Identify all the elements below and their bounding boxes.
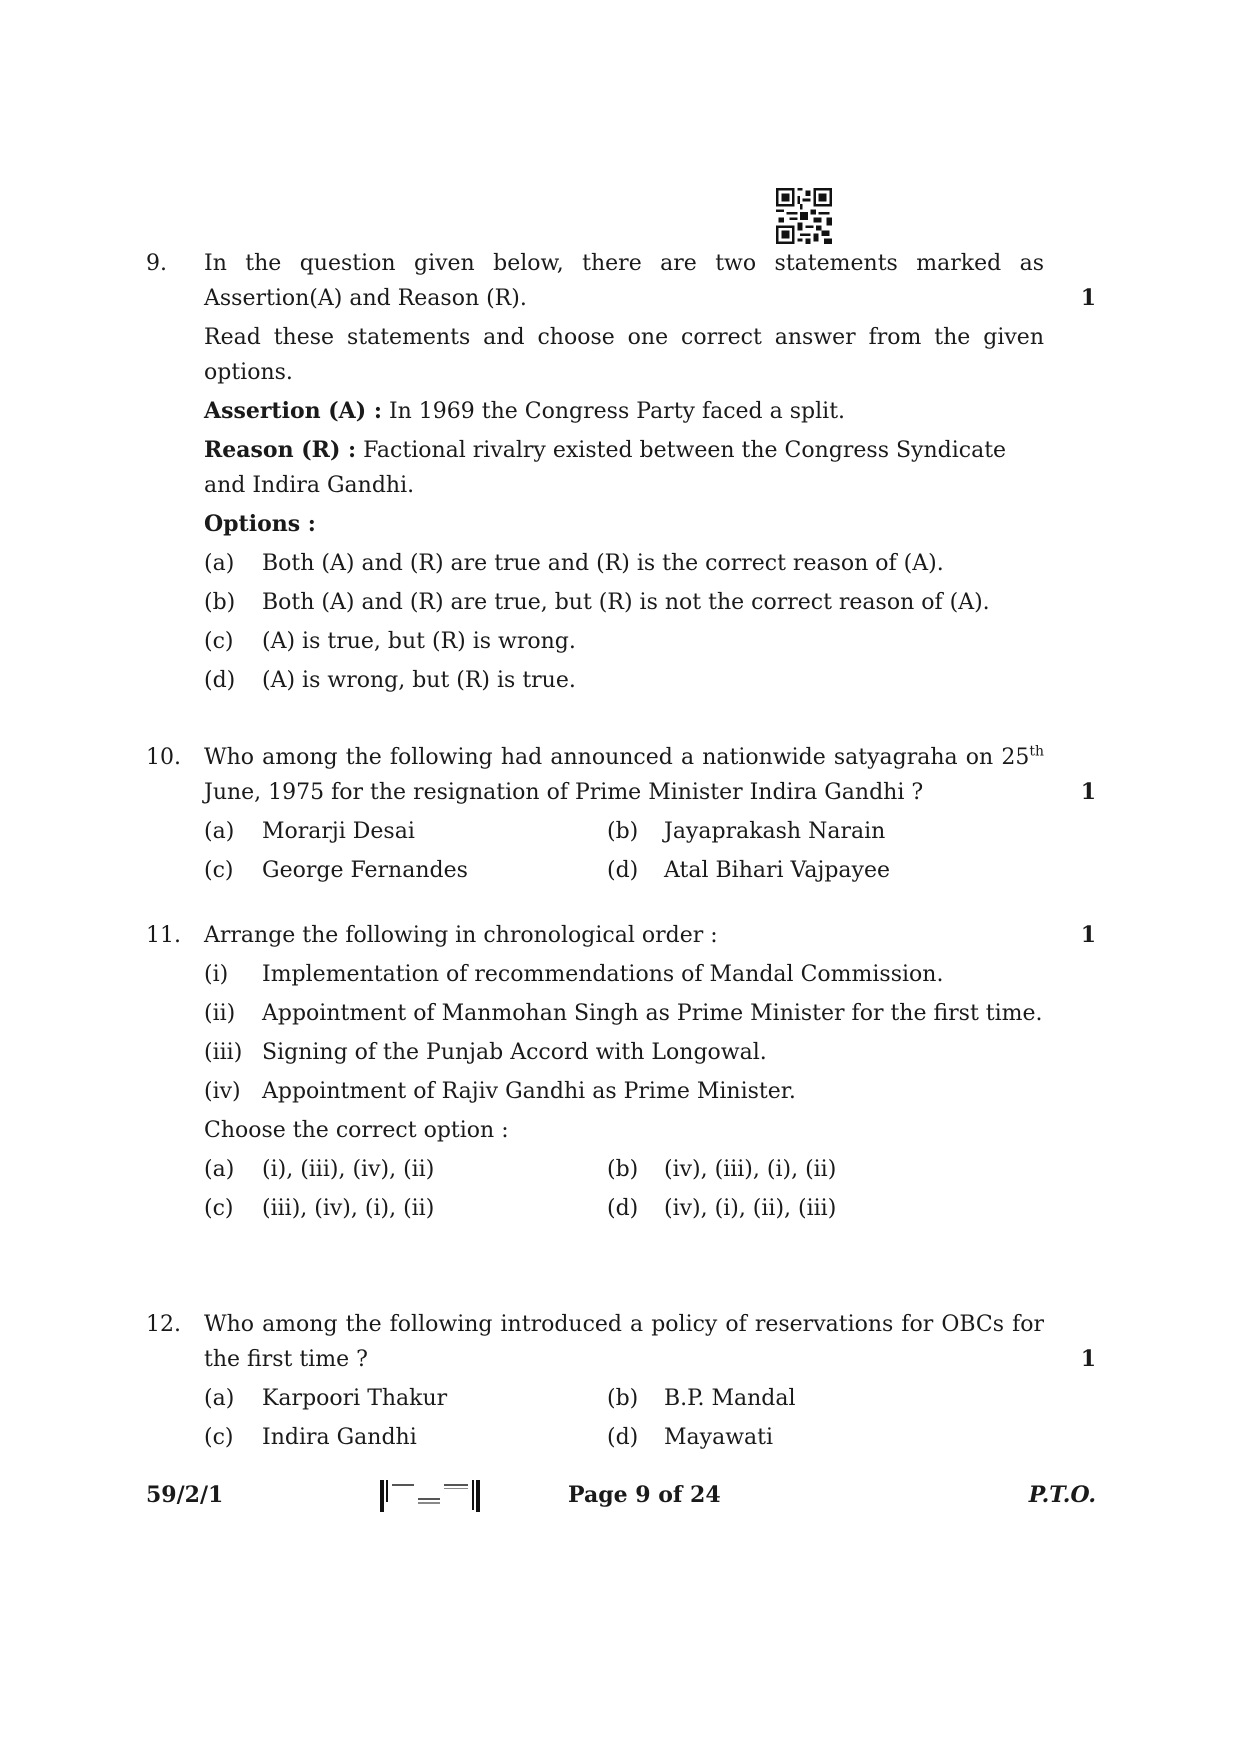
option-text: (i), (iii), (iv), (ii) bbox=[262, 1157, 435, 1182]
question-instruction: Read these statements and choose one correct answer from the given options. bbox=[204, 325, 1044, 385]
option-label: (d) bbox=[607, 1425, 639, 1450]
option-label: (a) bbox=[204, 551, 235, 576]
question-11 bbox=[146, 918, 1096, 1226]
question-text: Who among the following had announced a nationwide satyagraha on 25th June, 1975 for the resignation of Prime Minister Indira Gandhi ? bbox=[204, 743, 1044, 805]
options-heading: Options : bbox=[204, 511, 316, 537]
option-b bbox=[204, 585, 1044, 620]
option-d bbox=[204, 663, 1044, 698]
option-a bbox=[204, 546, 1044, 581]
question-text: In the question given below, there are two statements marked as Assertion(A) and Reason (R). bbox=[204, 251, 1044, 311]
options-row-2 bbox=[204, 1420, 1044, 1455]
option-label: (c) bbox=[204, 1196, 234, 1221]
item-text: Implementation of recommendations of Mandal Commission. bbox=[262, 962, 944, 987]
question-12 bbox=[146, 1307, 1096, 1455]
item-label: (iv) bbox=[204, 1079, 241, 1104]
choose-instruction: Choose the correct option : bbox=[204, 1118, 509, 1143]
option-text: Atal Bihari Vajpayee bbox=[664, 858, 890, 883]
option-label: (d) bbox=[607, 1196, 639, 1221]
option-label: (a) bbox=[204, 1157, 235, 1182]
option-text: (A) is true, but (R) is wrong. bbox=[262, 629, 576, 654]
question-number: 11. bbox=[146, 923, 181, 948]
paper-code: 59/2/1 bbox=[146, 1482, 224, 1508]
question-marks: 1 bbox=[1080, 922, 1096, 948]
qr-code-icon bbox=[776, 188, 832, 244]
list-item bbox=[204, 996, 1044, 1031]
options-row-2 bbox=[204, 1191, 1044, 1226]
assertion bbox=[204, 394, 1044, 429]
item-label: (ii) bbox=[204, 1001, 236, 1026]
option-label: (b) bbox=[204, 590, 236, 615]
option-label: (c) bbox=[204, 629, 234, 654]
item-text: Signing of the Punjab Accord with Longowal. bbox=[262, 1040, 767, 1065]
options-row-1 bbox=[204, 814, 1044, 849]
question-number: 10. bbox=[146, 745, 181, 770]
option-label: (c) bbox=[204, 858, 234, 883]
option-text: (iv), (iii), (i), (ii) bbox=[664, 1157, 837, 1182]
option-text: Jayaprakash Narain bbox=[664, 819, 886, 844]
option-text: (iv), (i), (ii), (iii) bbox=[664, 1196, 837, 1221]
option-text: Both (A) and (R) are true and (R) is the correct reason of (A). bbox=[262, 551, 944, 576]
options-row-2 bbox=[204, 853, 1044, 888]
question-text: Who among the following introduced a policy of reservations for OBCs for the first time ? bbox=[204, 1312, 1044, 1372]
option-label: (a) bbox=[204, 1386, 235, 1411]
question-marks: 1 bbox=[1080, 1346, 1096, 1372]
question-number: 12. bbox=[146, 1312, 181, 1337]
list-item bbox=[204, 1035, 1044, 1070]
option-text: Morarji Desai bbox=[262, 819, 415, 844]
question-text: Arrange the following in chronological order : bbox=[204, 923, 718, 948]
assertion-text: In 1969 the Congress Party faced a split. bbox=[388, 399, 846, 424]
option-label: (b) bbox=[607, 1386, 639, 1411]
option-label: (d) bbox=[204, 668, 236, 693]
question-10 bbox=[146, 740, 1096, 888]
option-text: (A) is wrong, but (R) is true. bbox=[262, 668, 576, 693]
question-marks: 1 bbox=[1080, 779, 1096, 805]
page-footer bbox=[146, 1482, 1096, 1518]
option-text: Both (A) and (R) are true, but (R) is not the correct reason of (A). bbox=[262, 590, 990, 615]
barcode-icon bbox=[378, 1478, 482, 1514]
list-item bbox=[204, 1074, 1044, 1109]
option-label: (b) bbox=[607, 819, 639, 844]
assertion-label: Assertion (A) : bbox=[204, 398, 382, 424]
item-label: (i) bbox=[204, 962, 229, 987]
item-text: Appointment of Rajiv Gandhi as Prime Minister. bbox=[262, 1079, 796, 1104]
page-number: Page 9 of 24 bbox=[568, 1482, 721, 1508]
item-text: Appointment of Manmohan Singh as Prime Minister for the first time. bbox=[262, 1001, 1043, 1026]
option-c bbox=[204, 624, 1044, 659]
option-text: George Fernandes bbox=[262, 858, 468, 883]
option-text: (iii), (iv), (i), (ii) bbox=[262, 1196, 435, 1221]
option-text: B.P. Mandal bbox=[664, 1386, 796, 1411]
options-row-1 bbox=[204, 1152, 1044, 1187]
please-turn-over: P.T.O. bbox=[1028, 1482, 1096, 1508]
option-label: (a) bbox=[204, 819, 235, 844]
option-text: Indira Gandhi bbox=[262, 1425, 417, 1450]
reason-label: Reason (R) : bbox=[204, 437, 357, 463]
question-marks: 1 bbox=[1080, 285, 1096, 311]
superscript: th bbox=[1029, 743, 1044, 760]
reason-text: Factional rivalry existed between the Congress Syndicate and Indira Gandhi. bbox=[204, 438, 1007, 498]
option-label: (b) bbox=[607, 1157, 639, 1182]
list-item bbox=[204, 957, 1044, 992]
options-row-1 bbox=[204, 1381, 1044, 1416]
option-text: Mayawati bbox=[664, 1425, 774, 1450]
question-9 bbox=[146, 246, 1096, 698]
reason bbox=[204, 433, 1044, 503]
item-label: (iii) bbox=[204, 1040, 243, 1065]
question-number: 9. bbox=[146, 251, 167, 276]
option-text: Karpoori Thakur bbox=[262, 1386, 448, 1411]
option-label: (c) bbox=[204, 1425, 234, 1450]
option-label: (d) bbox=[607, 858, 639, 883]
